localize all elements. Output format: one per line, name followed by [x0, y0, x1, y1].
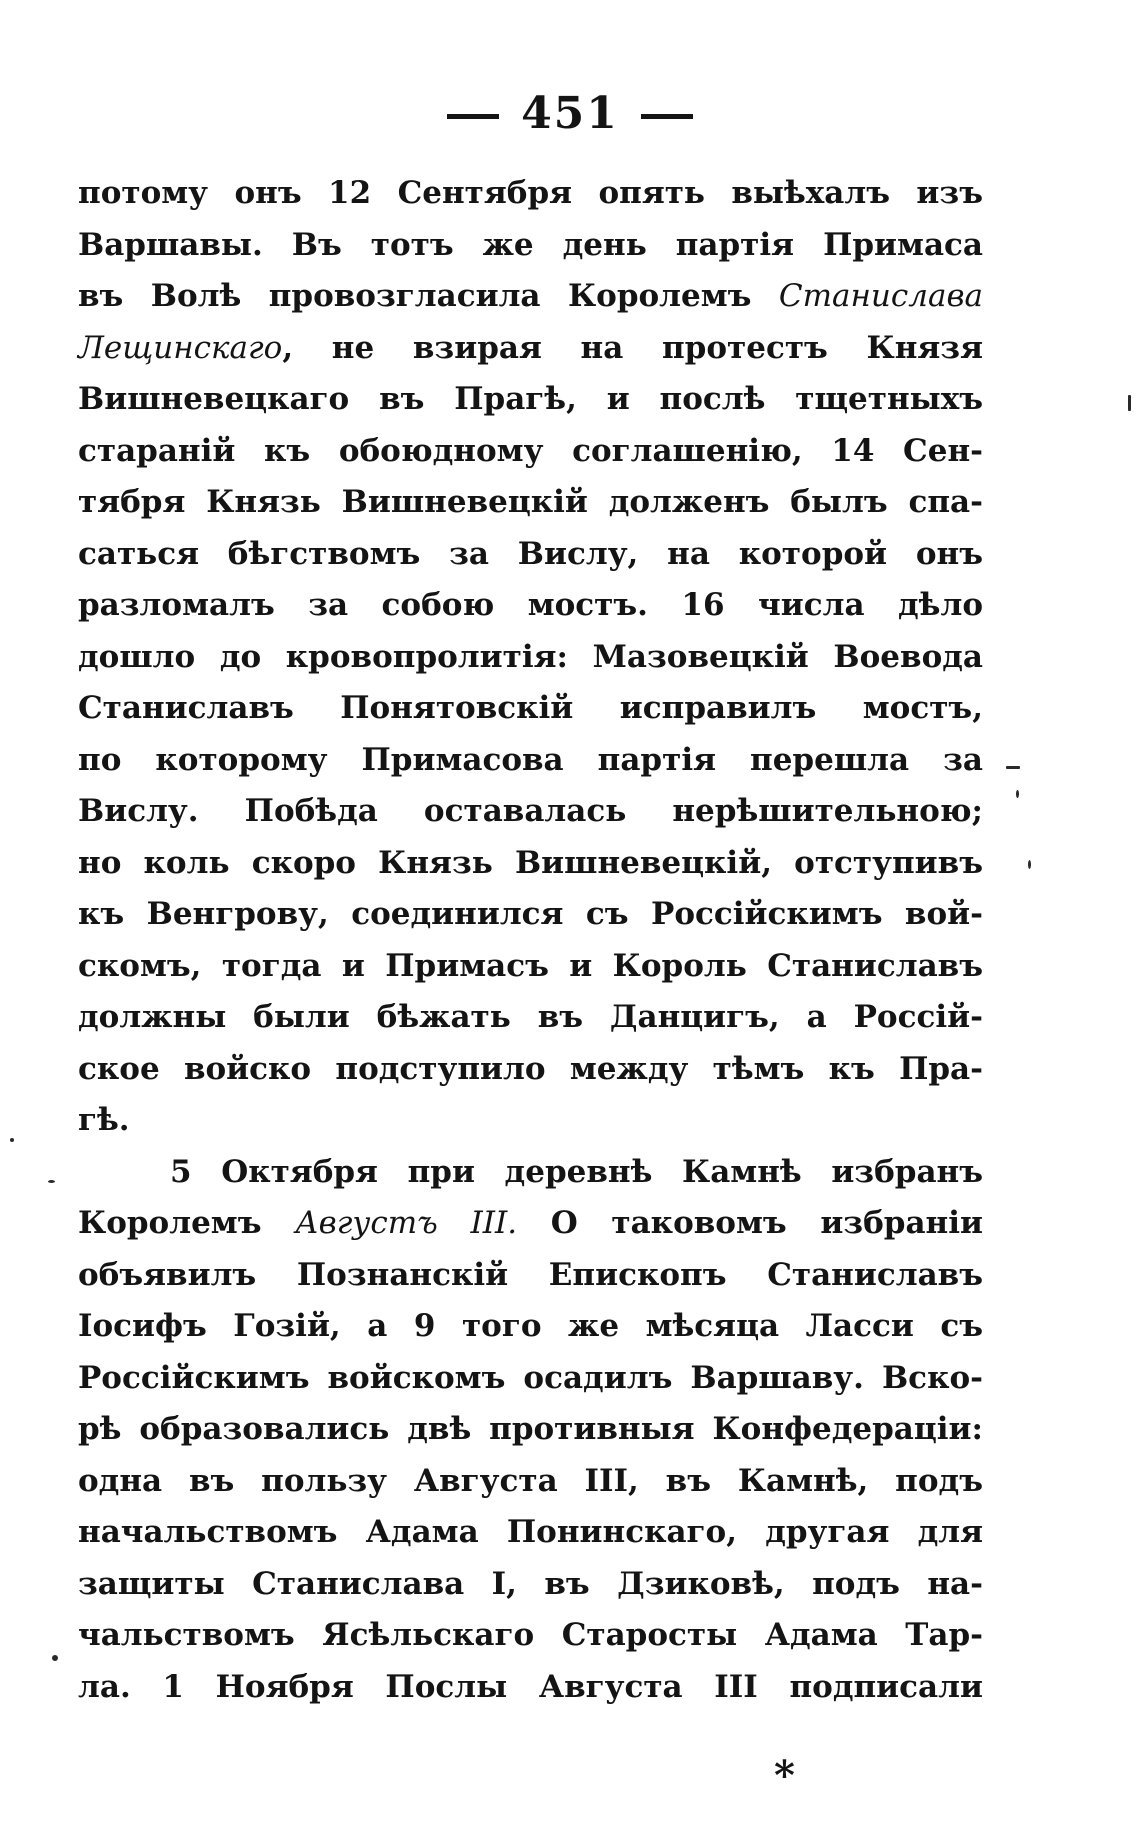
- text-line-26: одна въ пользу Августа III, въ Камнѣ, подъ: [78, 1462, 983, 1499]
- scan-speck: [1128, 395, 1131, 411]
- text-line-2: Варшавы. Въ тотъ же день партія Примаса: [78, 226, 983, 263]
- text-line-3: въ Волѣ провозгласила Королемъ Станислава: [78, 278, 983, 314]
- italic-name: Августъ III.: [295, 1205, 518, 1241]
- scan-speck: [1006, 766, 1020, 769]
- text-line-6: стараній къ обоюдному соглашенію, 14 Сен-: [78, 432, 983, 469]
- text-line-12: по которому Примасова партія перешла за: [78, 741, 983, 778]
- text-line-18: ское войско подступило между тѣмъ къ Пра-: [78, 1050, 983, 1087]
- text-line-23: Іосифъ Гозій, а 9 того же мѣсяца Ласси съ: [78, 1308, 983, 1344]
- text-line-17: должны были бѣжать въ Данцигъ, а Россій-: [78, 999, 983, 1035]
- text-line-10: дошло до кровопролитія: Мазовецкій Воевода: [78, 638, 983, 675]
- text-line-11: Станиславъ Понятовскій исправилъ мостъ,: [78, 690, 983, 726]
- italic-name: Лещинскаго: [78, 329, 283, 366]
- text-line-9: разломалъ за собою мостъ. 16 числа дѣло: [78, 587, 983, 623]
- text-line-27: начальствомъ Адама Понинскаго, другая для: [78, 1514, 983, 1550]
- text-line-25: рѣ образовались двѣ противныя Конфедераціи:: [78, 1411, 983, 1447]
- body-text: [78, 168, 983, 1713]
- italic-name: Станислава: [778, 278, 983, 314]
- scan-speck: [10, 1138, 14, 1142]
- page-header: [0, 88, 1140, 139]
- header-dash-right: [641, 114, 693, 119]
- text-line-14: но коль скоро Князь Вишневецкій, отступивъ: [78, 844, 983, 881]
- text-line-30: ла. 1 Ноября Послы Августа III подписали: [78, 1668, 983, 1705]
- header-dash-left: [447, 114, 499, 119]
- text-line-4: Лещинскаго, не взирая на протестъ Князя: [78, 329, 983, 366]
- scan-speck: [52, 1655, 58, 1661]
- text-line-8: саться бѣгствомъ за Вислу, на которой онъ: [78, 535, 983, 572]
- text-line-5: Вишневецкаго въ Прагѣ, и послѣ тщетныхъ: [78, 381, 983, 417]
- text-line-13: Вислу. Побѣда оставалась нерѣшительною;: [78, 793, 983, 829]
- scan-speck: [1016, 790, 1019, 798]
- text-line-15: къ Венгрову, соединился съ Россійскимъ вой-: [78, 896, 983, 932]
- text-line-20: 5 Октября при деревнѣ Камнѣ избранъ: [170, 1153, 983, 1190]
- text-line-29: чальствомъ Ясѣльскаго Старосты Адама Тар-: [78, 1617, 983, 1653]
- signature-mark: *: [774, 1752, 795, 1799]
- scan-speck: [1028, 860, 1031, 869]
- text-line-7: тября Князь Вишневецкій долженъ былъ спа-: [78, 484, 983, 520]
- scan-speck: [48, 1180, 55, 1183]
- text-line-21: Королемъ Августъ III. О таковомъ избраніи: [78, 1205, 983, 1241]
- text-line-22: объявилъ Познанскій Епископъ Станиславъ: [78, 1256, 983, 1293]
- text-line-24: Россійскимъ войскомъ осадилъ Варшаву. Вско-: [78, 1359, 983, 1396]
- text-line-1: потому онъ 12 Сентября опять выѣхалъ изъ: [78, 175, 983, 211]
- text-line-28: защиты Станислава I, въ Дзиковѣ, подъ на-: [78, 1565, 983, 1602]
- text-line-16: скомъ, тогда и Примасъ и Король Станиславъ: [78, 947, 983, 984]
- page-number: 451: [521, 88, 619, 139]
- text-line-19: гѣ.: [78, 1102, 130, 1138]
